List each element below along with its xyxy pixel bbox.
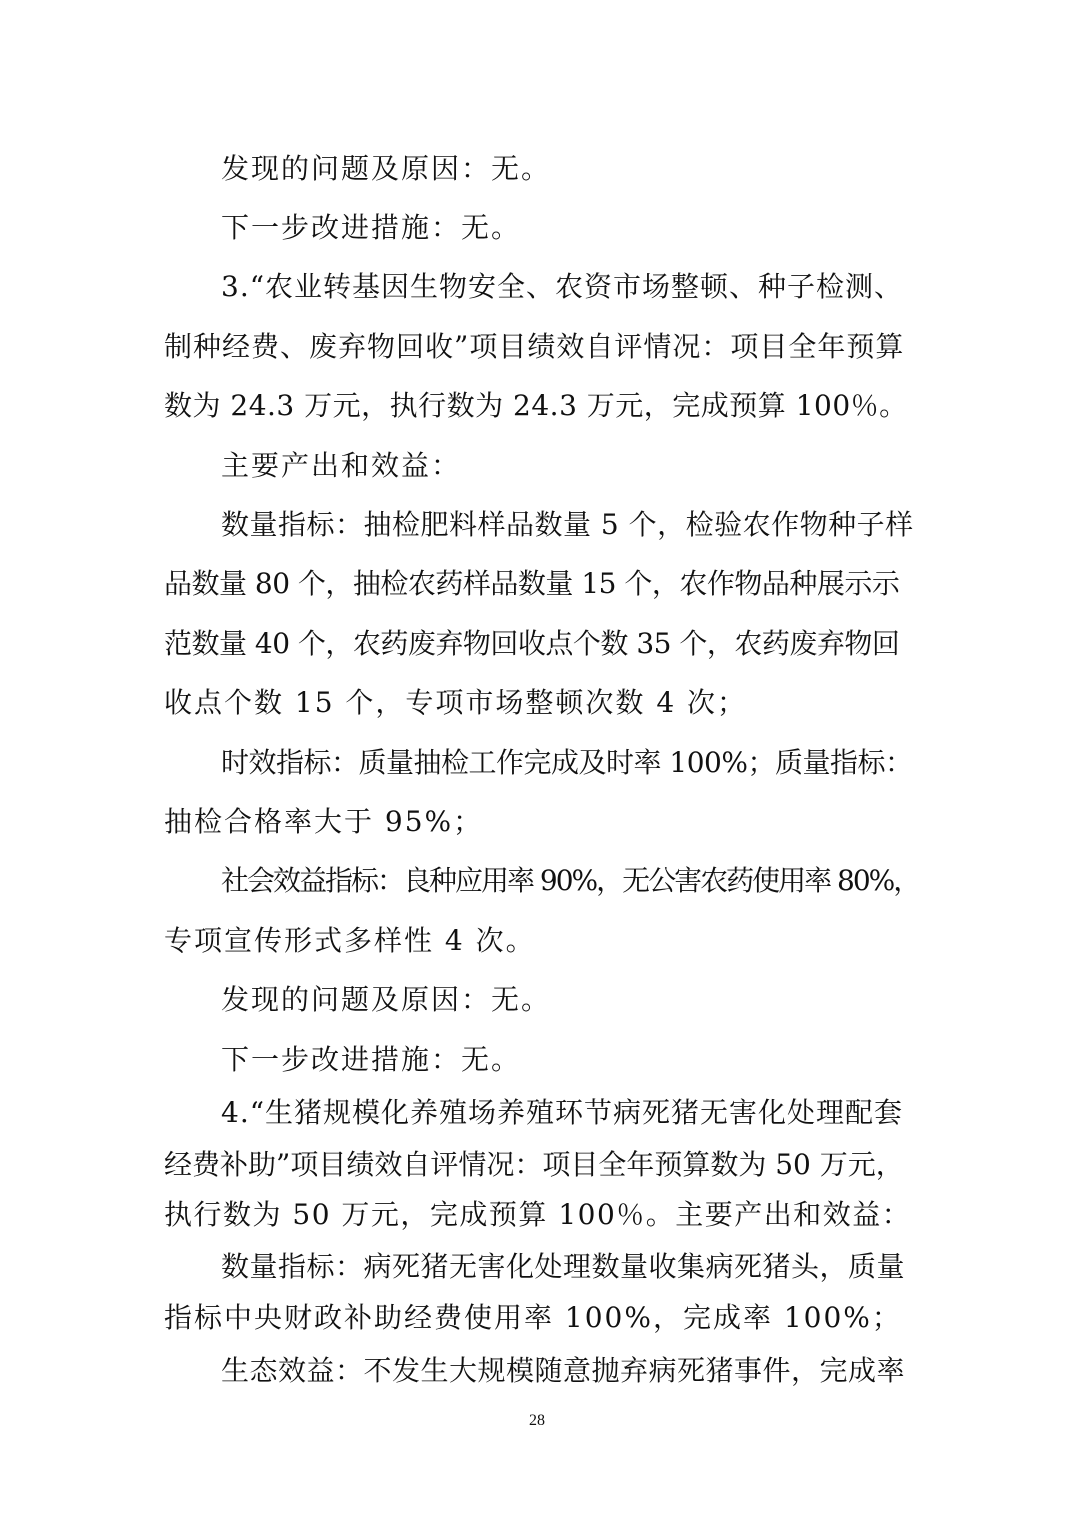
text-line: 时效指标：质量抽检工作完成及时率 100%；质量指标： (221, 746, 913, 779)
text-line: 指标中央财政补助经费使用率 100%，完成率 100%； (164, 1301, 902, 1334)
text-line: 下一步改进措施：无。 (221, 1043, 522, 1076)
text-line: 收点个数 15 个，专项市场整顿次数 4 次； (164, 686, 748, 719)
text-line: 社会效益指标：良种应用率 90%，无公害农药使用率 80%， (221, 864, 920, 897)
page-number: 28 (529, 1412, 545, 1429)
text-line: 发现的问题及原因：无。 (221, 983, 552, 1016)
text-line: 数量指标：抽检肥料样品数量 5 个，检验农作物种子样 (221, 508, 914, 541)
text-line: 制种经费、废弃物回收”项目绩效自评情况：项目全年预算 (164, 330, 905, 363)
text-line: 抽检合格率大于 95%； (164, 805, 484, 838)
text-line: 生态效益：不发生大规模随意抛弃病死猪事件，完成率 (221, 1354, 906, 1387)
text-line: 范数量 40 个，农药废弃物回收点个数 35 个，农药废弃物回 (164, 627, 900, 660)
text-line: 4.“生猪规模化养殖场养殖环节病死猪无害化处理配套 (221, 1096, 904, 1129)
text-line: 下一步改进措施：无。 (221, 211, 522, 244)
text-line: 执行数为 50 万元，完成预算 100％。主要产出和效益： (164, 1198, 912, 1231)
text-line: 专项宣传形式多样性 4 次。 (164, 924, 536, 957)
text-line: 3.“农业转基因生物安全、农资市场整顿、种子检测、 (221, 270, 904, 303)
text-line: 经费补助”项目绩效自评情况：项目全年预算数为 50 万元， (164, 1148, 904, 1181)
text-line: 发现的问题及原因：无。 (221, 152, 552, 185)
text-line: 品数量 80 个，抽检农药样品数量 15 个，农作物品种展示示 (164, 567, 900, 600)
text-line: 数为 24.3 万元，执行数为 24.3 万元，完成预算 100％。 (164, 389, 908, 422)
text-line: 数量指标：病死猪无害化处理数量收集病死猪头，质量 (221, 1250, 906, 1283)
text-line: 主要产出和效益： (221, 449, 462, 482)
